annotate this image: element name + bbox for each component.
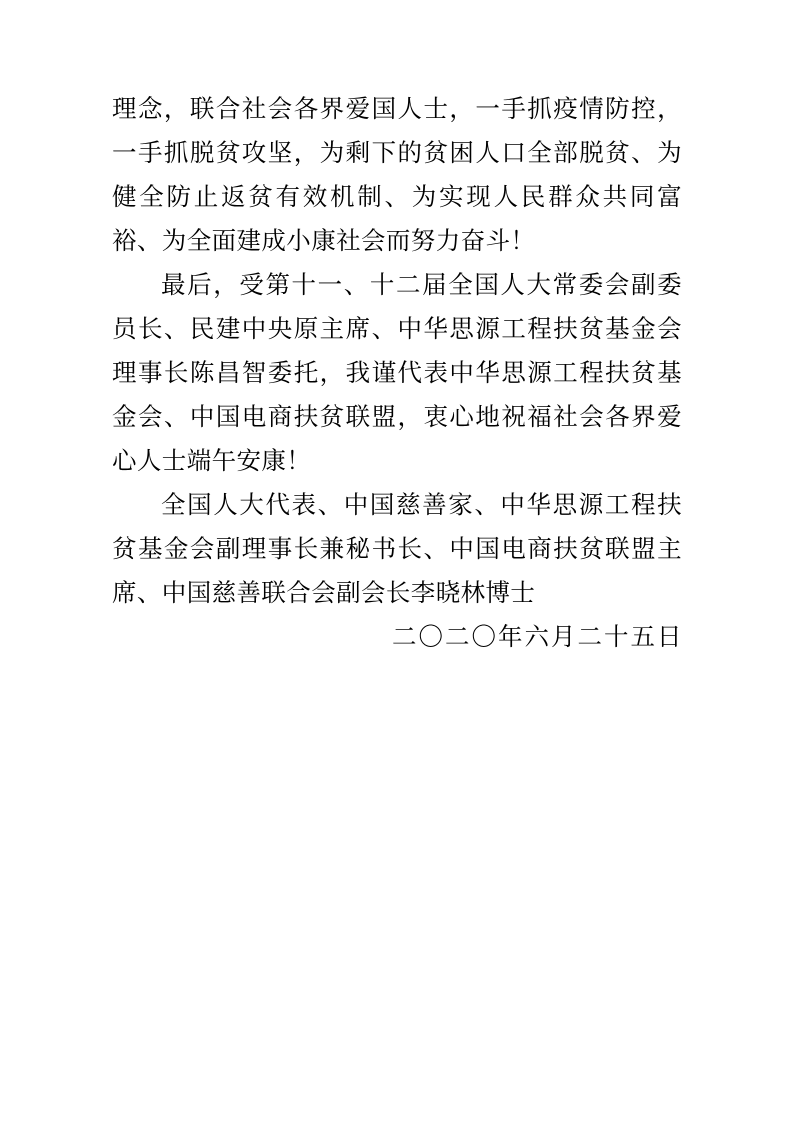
document-body xyxy=(112,88,682,660)
document-date: 二〇二〇年六月二十五日 xyxy=(392,624,684,651)
paragraph-2: 最后，受第十一、十二届全国人大常委会副委员长、民建中央原主席、中华思源工程扶贫基金会理事长陈昌智委托，我谨代表中华思源工程扶贫基金会、中国电商扶贫联盟，衷心地祝福社会各界爱心人士端午安康！ xyxy=(112,272,682,475)
paragraph-3-signature-block: 全国人大代表、中国慈善家、中华思源工程扶贫基金会副理事长兼秘书长、中国电商扶贫联盟主席、中国慈善联合会副会长李晓林博士 xyxy=(112,492,682,607)
paragraph-1: 理念，联合社会各界爱国人士，一手抓疫情防控，一手抓脱贫攻坚，为剩下的贫困人口全部脱贫、为健全防止返贫有效机制、为实现人民群众共同富裕、为全面建成小康社会而努力奋斗！ xyxy=(112,96,682,255)
